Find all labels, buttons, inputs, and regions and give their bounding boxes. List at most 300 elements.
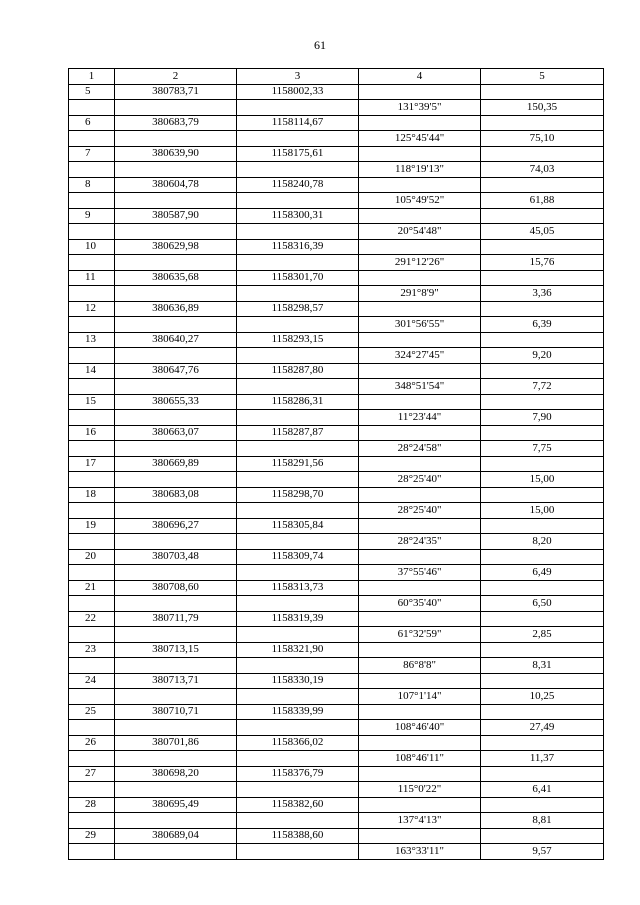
- empty-cell: [115, 162, 237, 178]
- empty-cell: [481, 208, 604, 224]
- empty-cell: [115, 317, 237, 333]
- point-row: [69, 642, 604, 658]
- y-coordinate: 1158175,61: [237, 146, 359, 162]
- point-row: [69, 146, 604, 162]
- empty-cell: [359, 270, 481, 286]
- segment-length: 6,50: [481, 596, 604, 612]
- segment-row: [69, 317, 604, 333]
- segment-length: 2,85: [481, 627, 604, 643]
- empty-cell: [237, 658, 359, 674]
- empty-cell: [115, 689, 237, 705]
- segment-row: [69, 720, 604, 736]
- segment-row: [69, 193, 604, 209]
- direction-angle: 131°39'5": [359, 100, 481, 116]
- empty-cell: [237, 844, 359, 860]
- header-cell-3: 3: [237, 69, 359, 85]
- point-row: [69, 208, 604, 224]
- empty-cell: [237, 131, 359, 147]
- empty-cell: [69, 286, 115, 302]
- empty-cell: [115, 596, 237, 612]
- point-number: 20: [69, 549, 115, 565]
- x-coordinate: 380669,89: [115, 456, 237, 472]
- point-number: 23: [69, 642, 115, 658]
- empty-cell: [359, 239, 481, 255]
- empty-cell: [481, 394, 604, 410]
- empty-cell: [69, 162, 115, 178]
- y-coordinate: 1158240,78: [237, 177, 359, 193]
- y-coordinate: 1158330,19: [237, 673, 359, 689]
- segment-length: 75,10: [481, 131, 604, 147]
- segment-row: [69, 627, 604, 643]
- point-number: 19: [69, 518, 115, 534]
- y-coordinate: 1158287,80: [237, 363, 359, 379]
- point-number: 8: [69, 177, 115, 193]
- empty-cell: [481, 487, 604, 503]
- empty-cell: [115, 534, 237, 550]
- point-row: [69, 735, 604, 751]
- segment-length: 6,39: [481, 317, 604, 333]
- empty-cell: [237, 751, 359, 767]
- empty-cell: [69, 503, 115, 519]
- empty-cell: [359, 797, 481, 813]
- segment-row: [69, 410, 604, 426]
- point-number: 25: [69, 704, 115, 720]
- empty-cell: [115, 410, 237, 426]
- empty-cell: [237, 472, 359, 488]
- point-number: 16: [69, 425, 115, 441]
- segment-length: 45,05: [481, 224, 604, 240]
- empty-cell: [481, 611, 604, 627]
- segment-row: [69, 565, 604, 581]
- empty-cell: [69, 627, 115, 643]
- empty-cell: [69, 534, 115, 550]
- empty-cell: [237, 689, 359, 705]
- y-coordinate: 1158388,60: [237, 828, 359, 844]
- empty-cell: [115, 844, 237, 860]
- segment-row: [69, 751, 604, 767]
- empty-cell: [115, 379, 237, 395]
- direction-angle: 28°25'40": [359, 472, 481, 488]
- x-coordinate: 380713,15: [115, 642, 237, 658]
- x-coordinate: 380695,49: [115, 797, 237, 813]
- segment-row: [69, 503, 604, 519]
- empty-cell: [359, 518, 481, 534]
- empty-cell: [359, 363, 481, 379]
- x-coordinate: 380783,71: [115, 84, 237, 100]
- empty-cell: [359, 642, 481, 658]
- empty-cell: [237, 348, 359, 364]
- segment-row: [69, 782, 604, 798]
- empty-cell: [359, 177, 481, 193]
- empty-cell: [115, 255, 237, 271]
- segment-row: [69, 689, 604, 705]
- segment-length: 61,88: [481, 193, 604, 209]
- y-coordinate: 1158300,31: [237, 208, 359, 224]
- empty-cell: [237, 410, 359, 426]
- empty-cell: [481, 704, 604, 720]
- empty-cell: [69, 193, 115, 209]
- segment-row: [69, 441, 604, 457]
- header-row: [69, 69, 604, 85]
- empty-cell: [115, 751, 237, 767]
- empty-cell: [237, 100, 359, 116]
- empty-cell: [359, 828, 481, 844]
- empty-cell: [69, 565, 115, 581]
- empty-cell: [69, 658, 115, 674]
- empty-cell: [481, 549, 604, 565]
- point-number: 26: [69, 735, 115, 751]
- empty-cell: [69, 100, 115, 116]
- segment-row: [69, 348, 604, 364]
- segment-row: [69, 286, 604, 302]
- point-row: [69, 797, 604, 813]
- empty-cell: [69, 131, 115, 147]
- point-number: 17: [69, 456, 115, 472]
- empty-cell: [481, 735, 604, 751]
- x-coordinate: 380708,60: [115, 580, 237, 596]
- segment-length: 8,31: [481, 658, 604, 674]
- empty-cell: [359, 301, 481, 317]
- segment-length: 6,49: [481, 565, 604, 581]
- direction-angle: 291°12'26": [359, 255, 481, 271]
- y-coordinate: 1158293,15: [237, 332, 359, 348]
- y-coordinate: 1158313,73: [237, 580, 359, 596]
- point-row: [69, 611, 604, 627]
- point-number: 24: [69, 673, 115, 689]
- empty-cell: [359, 84, 481, 100]
- point-number: 18: [69, 487, 115, 503]
- empty-cell: [69, 751, 115, 767]
- x-coordinate: 380647,76: [115, 363, 237, 379]
- empty-cell: [359, 332, 481, 348]
- y-coordinate: 1158305,84: [237, 518, 359, 534]
- empty-cell: [481, 363, 604, 379]
- empty-cell: [115, 503, 237, 519]
- segment-length: 7,90: [481, 410, 604, 426]
- point-number: 28: [69, 797, 115, 813]
- empty-cell: [237, 627, 359, 643]
- direction-angle: 125°45'44": [359, 131, 481, 147]
- coordinates-table: [68, 68, 604, 860]
- empty-cell: [237, 813, 359, 829]
- segment-length: 15,00: [481, 503, 604, 519]
- empty-cell: [237, 317, 359, 333]
- empty-cell: [481, 115, 604, 131]
- direction-angle: 28°24'35": [359, 534, 481, 550]
- direction-angle: 86°8'8": [359, 658, 481, 674]
- empty-cell: [481, 797, 604, 813]
- point-row: [69, 487, 604, 503]
- empty-cell: [481, 642, 604, 658]
- empty-cell: [237, 782, 359, 798]
- segment-row: [69, 100, 604, 116]
- point-row: [69, 84, 604, 100]
- empty-cell: [237, 286, 359, 302]
- y-coordinate: 1158339,99: [237, 704, 359, 720]
- page-number: 61: [314, 38, 326, 52]
- empty-cell: [115, 627, 237, 643]
- header-cell-4: 4: [359, 69, 481, 85]
- empty-cell: [481, 239, 604, 255]
- empty-cell: [359, 456, 481, 472]
- empty-cell: [359, 549, 481, 565]
- point-number: 27: [69, 766, 115, 782]
- empty-cell: [115, 472, 237, 488]
- point-number: 11: [69, 270, 115, 286]
- point-row: [69, 518, 604, 534]
- coordinates-table-body: [69, 69, 604, 860]
- y-coordinate: 1158002,33: [237, 84, 359, 100]
- direction-angle: 348°51'54": [359, 379, 481, 395]
- empty-cell: [237, 596, 359, 612]
- point-number: 10: [69, 239, 115, 255]
- point-row: [69, 115, 604, 131]
- empty-cell: [115, 348, 237, 364]
- empty-cell: [481, 580, 604, 596]
- direction-angle: 20°54'48": [359, 224, 481, 240]
- point-row: [69, 704, 604, 720]
- segment-length: 8,20: [481, 534, 604, 550]
- direction-angle: 61°32'59": [359, 627, 481, 643]
- y-coordinate: 1158319,39: [237, 611, 359, 627]
- empty-cell: [115, 100, 237, 116]
- y-coordinate: 1158114,67: [237, 115, 359, 131]
- direction-angle: 118°19'13": [359, 162, 481, 178]
- segment-length: 150,35: [481, 100, 604, 116]
- empty-cell: [237, 224, 359, 240]
- point-row: [69, 394, 604, 410]
- x-coordinate: 380710,71: [115, 704, 237, 720]
- point-number: 14: [69, 363, 115, 379]
- point-row: [69, 580, 604, 596]
- x-coordinate: 380683,79: [115, 115, 237, 131]
- empty-cell: [115, 658, 237, 674]
- direction-angle: 301°56'55": [359, 317, 481, 333]
- empty-cell: [115, 782, 237, 798]
- point-number: 12: [69, 301, 115, 317]
- segment-length: 15,76: [481, 255, 604, 271]
- y-coordinate: 1158301,70: [237, 270, 359, 286]
- x-coordinate: 380713,71: [115, 673, 237, 689]
- empty-cell: [481, 518, 604, 534]
- direction-angle: 60°35'40": [359, 596, 481, 612]
- empty-cell: [69, 317, 115, 333]
- y-coordinate: 1158287,87: [237, 425, 359, 441]
- y-coordinate: 1158382,60: [237, 797, 359, 813]
- segment-row: [69, 255, 604, 271]
- direction-angle: 324°27'45": [359, 348, 481, 364]
- direction-angle: 105°49'52": [359, 193, 481, 209]
- empty-cell: [359, 580, 481, 596]
- empty-cell: [69, 720, 115, 736]
- segment-row: [69, 534, 604, 550]
- segment-row: [69, 162, 604, 178]
- y-coordinate: 1158286,31: [237, 394, 359, 410]
- segment-length: 9,20: [481, 348, 604, 364]
- x-coordinate: 380683,08: [115, 487, 237, 503]
- empty-cell: [481, 177, 604, 193]
- empty-cell: [481, 270, 604, 286]
- x-coordinate: 380635,68: [115, 270, 237, 286]
- x-coordinate: 380604,78: [115, 177, 237, 193]
- empty-cell: [115, 813, 237, 829]
- header-cell-5: 5: [481, 69, 604, 85]
- point-number: 22: [69, 611, 115, 627]
- segment-row: [69, 131, 604, 147]
- point-number: 5: [69, 84, 115, 100]
- x-coordinate: 380663,07: [115, 425, 237, 441]
- point-number: 21: [69, 580, 115, 596]
- segment-length: 27,49: [481, 720, 604, 736]
- segment-length: 8,81: [481, 813, 604, 829]
- segment-length: 9,57: [481, 844, 604, 860]
- point-row: [69, 456, 604, 472]
- empty-cell: [481, 84, 604, 100]
- empty-cell: [237, 441, 359, 457]
- direction-angle: 11°23'44": [359, 410, 481, 426]
- point-number: 7: [69, 146, 115, 162]
- empty-cell: [359, 487, 481, 503]
- x-coordinate: 380636,89: [115, 301, 237, 317]
- point-number: 9: [69, 208, 115, 224]
- empty-cell: [481, 456, 604, 472]
- segment-row: [69, 813, 604, 829]
- y-coordinate: 1158298,70: [237, 487, 359, 503]
- point-row: [69, 425, 604, 441]
- empty-cell: [481, 146, 604, 162]
- point-row: [69, 549, 604, 565]
- direction-angle: 28°24'58": [359, 441, 481, 457]
- y-coordinate: 1158309,74: [237, 549, 359, 565]
- x-coordinate: 380701,86: [115, 735, 237, 751]
- x-coordinate: 380689,04: [115, 828, 237, 844]
- empty-cell: [115, 193, 237, 209]
- direction-angle: 107°1'14": [359, 689, 481, 705]
- segment-row: [69, 658, 604, 674]
- point-row: [69, 270, 604, 286]
- y-coordinate: 1158376,79: [237, 766, 359, 782]
- empty-cell: [115, 720, 237, 736]
- segment-row: [69, 596, 604, 612]
- empty-cell: [69, 844, 115, 860]
- empty-cell: [69, 596, 115, 612]
- y-coordinate: 1158366,02: [237, 735, 359, 751]
- empty-cell: [481, 301, 604, 317]
- direction-angle: 37°55'46": [359, 565, 481, 581]
- point-number: 13: [69, 332, 115, 348]
- empty-cell: [69, 813, 115, 829]
- empty-cell: [481, 673, 604, 689]
- point-row: [69, 766, 604, 782]
- empty-cell: [237, 503, 359, 519]
- empty-cell: [359, 208, 481, 224]
- x-coordinate: 380640,27: [115, 332, 237, 348]
- empty-cell: [115, 286, 237, 302]
- empty-cell: [115, 224, 237, 240]
- x-coordinate: 380655,33: [115, 394, 237, 410]
- segment-row: [69, 844, 604, 860]
- point-row: [69, 673, 604, 689]
- direction-angle: 291°8'9": [359, 286, 481, 302]
- point-row: [69, 177, 604, 193]
- empty-cell: [69, 782, 115, 798]
- y-coordinate: 1158291,56: [237, 456, 359, 472]
- point-row: [69, 301, 604, 317]
- x-coordinate: 380698,20: [115, 766, 237, 782]
- segment-length: 7,72: [481, 379, 604, 395]
- empty-cell: [69, 689, 115, 705]
- point-row: [69, 239, 604, 255]
- point-number: 15: [69, 394, 115, 410]
- segment-length: 74,03: [481, 162, 604, 178]
- empty-cell: [69, 255, 115, 271]
- point-number: 6: [69, 115, 115, 131]
- empty-cell: [359, 146, 481, 162]
- empty-cell: [69, 441, 115, 457]
- y-coordinate: 1158321,90: [237, 642, 359, 658]
- empty-cell: [359, 611, 481, 627]
- empty-cell: [69, 348, 115, 364]
- point-row: [69, 363, 604, 379]
- empty-cell: [69, 224, 115, 240]
- empty-cell: [115, 441, 237, 457]
- empty-cell: [481, 766, 604, 782]
- empty-cell: [115, 131, 237, 147]
- y-coordinate: 1158316,39: [237, 239, 359, 255]
- point-row: [69, 828, 604, 844]
- empty-cell: [69, 410, 115, 426]
- empty-cell: [359, 425, 481, 441]
- empty-cell: [359, 704, 481, 720]
- empty-cell: [359, 394, 481, 410]
- empty-cell: [359, 735, 481, 751]
- empty-cell: [237, 255, 359, 271]
- empty-cell: [69, 379, 115, 395]
- direction-angle: 163°33'11": [359, 844, 481, 860]
- empty-cell: [115, 565, 237, 581]
- empty-cell: [69, 472, 115, 488]
- empty-cell: [359, 673, 481, 689]
- empty-cell: [237, 193, 359, 209]
- segment-length: 10,25: [481, 689, 604, 705]
- empty-cell: [359, 766, 481, 782]
- direction-angle: 115°0'22": [359, 782, 481, 798]
- segment-length: 15,00: [481, 472, 604, 488]
- empty-cell: [481, 332, 604, 348]
- empty-cell: [359, 115, 481, 131]
- x-coordinate: 380587,90: [115, 208, 237, 224]
- y-coordinate: 1158298,57: [237, 301, 359, 317]
- point-number: 29: [69, 828, 115, 844]
- x-coordinate: 380639,90: [115, 146, 237, 162]
- segment-row: [69, 472, 604, 488]
- empty-cell: [481, 425, 604, 441]
- empty-cell: [237, 565, 359, 581]
- segment-row: [69, 379, 604, 395]
- direction-angle: 108°46'40": [359, 720, 481, 736]
- empty-cell: [237, 379, 359, 395]
- direction-angle: 137°4'13": [359, 813, 481, 829]
- x-coordinate: 380696,27: [115, 518, 237, 534]
- segment-length: 11,37: [481, 751, 604, 767]
- segment-length: 6,41: [481, 782, 604, 798]
- segment-row: [69, 224, 604, 240]
- segment-length: 3,36: [481, 286, 604, 302]
- empty-cell: [237, 534, 359, 550]
- header-cell-1: 1: [69, 69, 115, 85]
- segment-length: 7,75: [481, 441, 604, 457]
- x-coordinate: 380703,48: [115, 549, 237, 565]
